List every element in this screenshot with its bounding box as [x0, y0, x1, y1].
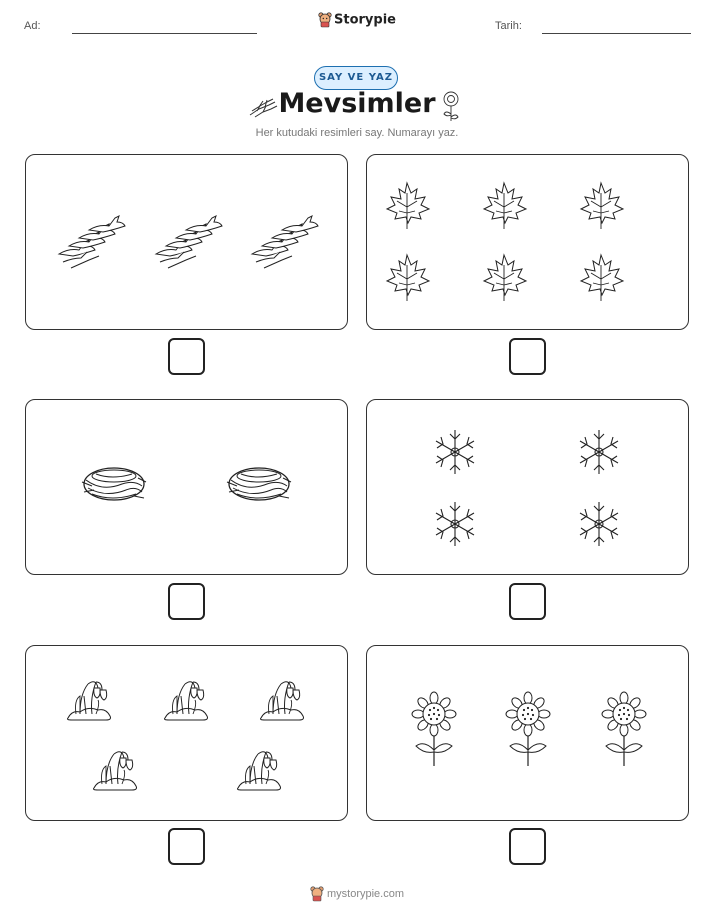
footer-link[interactable]: mystorypie.com	[326, 887, 405, 900]
brand-name: Storypie	[334, 12, 396, 28]
snowflake-icon	[436, 502, 474, 546]
card-drawing	[26, 155, 349, 331]
maple-leaf-icon	[484, 183, 526, 229]
name-line[interactable]	[72, 33, 257, 34]
geese-icon	[252, 216, 318, 268]
count-card-sunflowers	[366, 645, 689, 821]
answer-box[interactable]	[168, 583, 205, 620]
snowflake-icon	[580, 502, 618, 546]
sunflower-icon	[602, 692, 646, 766]
sunflower-icon	[506, 692, 550, 766]
snowdrop-icon	[94, 752, 137, 790]
count-card-geese	[25, 154, 348, 330]
snowdrop-icon	[238, 752, 281, 790]
count-card-snowdrops	[25, 645, 348, 821]
footer	[0, 886, 714, 902]
card-drawing	[26, 646, 349, 822]
snowflake-icon	[580, 430, 618, 474]
brand-logo	[0, 12, 714, 28]
nest-icon	[82, 468, 146, 500]
answer-box[interactable]	[509, 828, 546, 865]
maple-leaf-icon	[581, 183, 623, 229]
answer-box[interactable]	[509, 583, 546, 620]
bear-icon	[318, 12, 332, 28]
snowdrop-icon	[165, 682, 208, 720]
snowdrop-icon	[261, 682, 304, 720]
card-drawing	[367, 400, 690, 576]
answer-box[interactable]	[168, 338, 205, 375]
card-drawing	[26, 400, 349, 576]
sunflower-deco-icon	[440, 90, 462, 122]
nest-icon	[227, 468, 291, 500]
activity-badge: SAY VE YAZ	[314, 66, 398, 90]
geese-icon	[59, 216, 125, 268]
answer-box[interactable]	[168, 828, 205, 865]
maple-leaf-icon	[581, 255, 623, 301]
count-card-nests	[25, 399, 348, 575]
card-drawing	[367, 155, 690, 331]
card-drawing	[367, 646, 690, 822]
snowdrop-icon	[68, 682, 111, 720]
instructions: Her kutudaki resimleri say. Numarayı yaz.	[255, 127, 459, 139]
bear-icon	[310, 886, 324, 902]
count-card-leaves	[366, 154, 689, 330]
maple-leaf-icon	[484, 255, 526, 301]
geese-icon	[156, 216, 222, 268]
count-card-snowflakes	[366, 399, 689, 575]
sunflower-icon	[412, 692, 456, 766]
name-label: Ad:	[24, 20, 41, 32]
date-label: Tarih:	[495, 20, 522, 32]
answer-box[interactable]	[509, 338, 546, 375]
page-title: Mevsimler	[278, 88, 436, 119]
maple-leaf-icon	[387, 183, 429, 229]
date-line[interactable]	[542, 33, 691, 34]
snowflake-icon	[436, 430, 474, 474]
maple-leaf-icon	[387, 255, 429, 301]
